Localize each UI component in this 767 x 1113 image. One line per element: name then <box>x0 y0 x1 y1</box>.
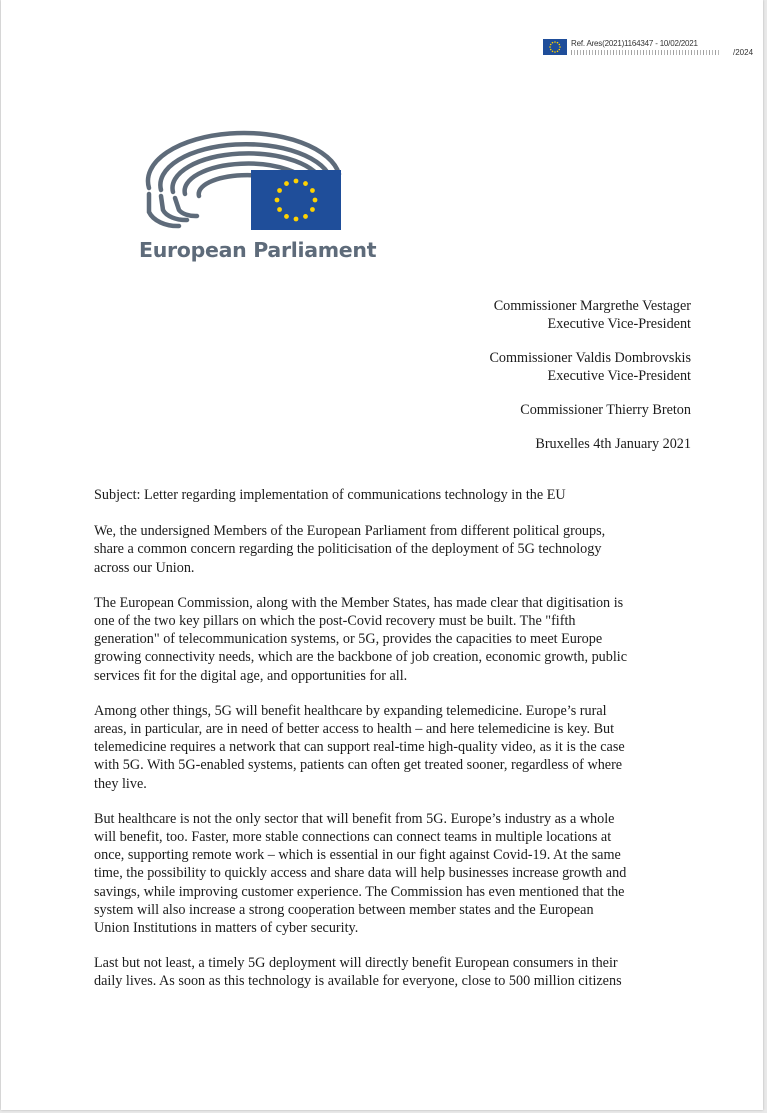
paragraph-line: Among other things, 5G will benefit healthcare by expanding telemedicine. Europe’s rural <box>94 702 607 719</box>
flag-star <box>550 49 552 51</box>
paragraph-line: will benefit, too. Faster, more stable connections can connect teams in multiple locations at <box>94 829 612 846</box>
european-parliament-logo <box>139 118 377 268</box>
paragraph-line: they live. <box>94 775 147 792</box>
paragraph-line: savings, while improving customer experience. The Commission has even mentioned that the <box>94 883 625 900</box>
paragraph-line: Union Institutions in matters of cyber security. <box>94 920 359 937</box>
flag-star <box>550 44 552 46</box>
letter-page <box>1 0 763 1110</box>
paragraph-line: with 5G. With 5G-enabled systems, patients can often get treated sooner, regardless of where <box>94 757 623 774</box>
letter-body <box>94 486 699 1008</box>
paragraph-line: growing connectivity needs, which are the backbone of job creation, economic growth, public <box>94 649 628 666</box>
flag-star <box>310 188 315 193</box>
flag-star <box>557 51 559 53</box>
paragraph-line: services fit for the digital age, and opportunities for all. <box>94 667 408 684</box>
paragraph-line: share a common concern regarding the politicisation of the deployment of 5G technology <box>94 541 602 558</box>
flag-star <box>313 198 318 203</box>
flag-star <box>549 46 551 48</box>
flag-star <box>554 51 556 53</box>
paragraph <box>94 702 699 793</box>
reference-suffix: /2024 <box>733 48 754 57</box>
paragraph-line: daily lives. As soon as this technology is available for everyone, close to 500 million citizens <box>94 973 622 990</box>
paragraph-line: generation" of telecommunication systems, or 5G, provides the capacities to meet Europe <box>94 631 603 648</box>
paragraph-line: We, the undersigned Members of the European Parliament from different political groups, <box>94 523 606 540</box>
addressee <box>489 401 691 419</box>
flag-star <box>277 188 282 193</box>
addressee <box>489 349 691 385</box>
parliament-hemicycle-icon <box>139 118 351 233</box>
flag-star <box>559 49 561 51</box>
paragraph-line: time, the possibility to quickly access and share data will help businesses increase growth and <box>94 865 627 882</box>
flag-star <box>284 181 289 186</box>
paragraph-line: areas, in particular, are in need of better access to health – and here telemedicine is key. But <box>94 721 615 738</box>
flag-star <box>303 214 308 219</box>
flag-star <box>557 42 559 44</box>
paragraph-line: Last but not least, a timely 5G deployment will directly benefit European consumers in their <box>94 955 618 972</box>
addressee-block <box>489 297 691 453</box>
flag-star <box>552 51 554 53</box>
addressee-line: Executive Vice-President <box>547 316 691 332</box>
flag-star <box>559 46 561 48</box>
reference-number: Ref. Ares(2021)1164347 - 10/02/2021 <box>571 39 698 48</box>
addressee-line: Commissioner Valdis Dombrovskis <box>489 350 691 366</box>
paragraph-line: telemedicine requires a network that can support real-time high-quality video, as it is the case <box>94 739 625 756</box>
paragraph <box>94 522 699 577</box>
paragraph-line: But healthcare is not the only sector that will benefit from 5G. Europe’s industry as a whole <box>94 810 615 827</box>
flag-star <box>277 207 282 212</box>
addressee-line: Executive Vice-President <box>547 368 691 384</box>
paragraph-line: once, supporting remote work – which is essential in our fight against Covid-19. At the same <box>94 847 621 864</box>
flag-star <box>303 181 308 186</box>
addressee-line: Commissioner Margrethe Vestager <box>493 298 691 314</box>
paragraph <box>94 594 699 685</box>
addressee-line: Commissioner Thierry Breton <box>520 402 691 418</box>
reference-stamp <box>543 38 758 62</box>
flag-star <box>310 207 315 212</box>
flag-star <box>554 41 556 43</box>
flag-star <box>552 42 554 44</box>
paragraph-line: one of the two key pillars on which the post-Covid recovery must be built. The "fifth <box>94 613 576 630</box>
reference-barcode <box>571 50 721 55</box>
letter-subject: Subject: Letter regarding implementation of communications technology in the EU <box>94 487 566 503</box>
paragraph-line: across our Union. <box>94 559 195 576</box>
letter-date: Bruxelles 4th January 2021 <box>535 436 691 452</box>
flag-star <box>559 44 561 46</box>
paragraph-line: system will also increase a strong cooperation between member states and the European <box>94 901 594 918</box>
paragraph <box>94 810 699 937</box>
flag-star <box>294 217 299 222</box>
addressee <box>489 297 691 333</box>
flag-star <box>284 214 289 219</box>
eu-flag-icon <box>543 39 567 55</box>
paragraph-line: The European Commission, along with the Member States, has made clear that digitisation is <box>94 594 624 611</box>
logo-wordmark: European Parliament <box>139 238 377 262</box>
flag-star <box>294 179 299 184</box>
paragraph <box>94 954 699 990</box>
flag-star <box>275 198 280 203</box>
